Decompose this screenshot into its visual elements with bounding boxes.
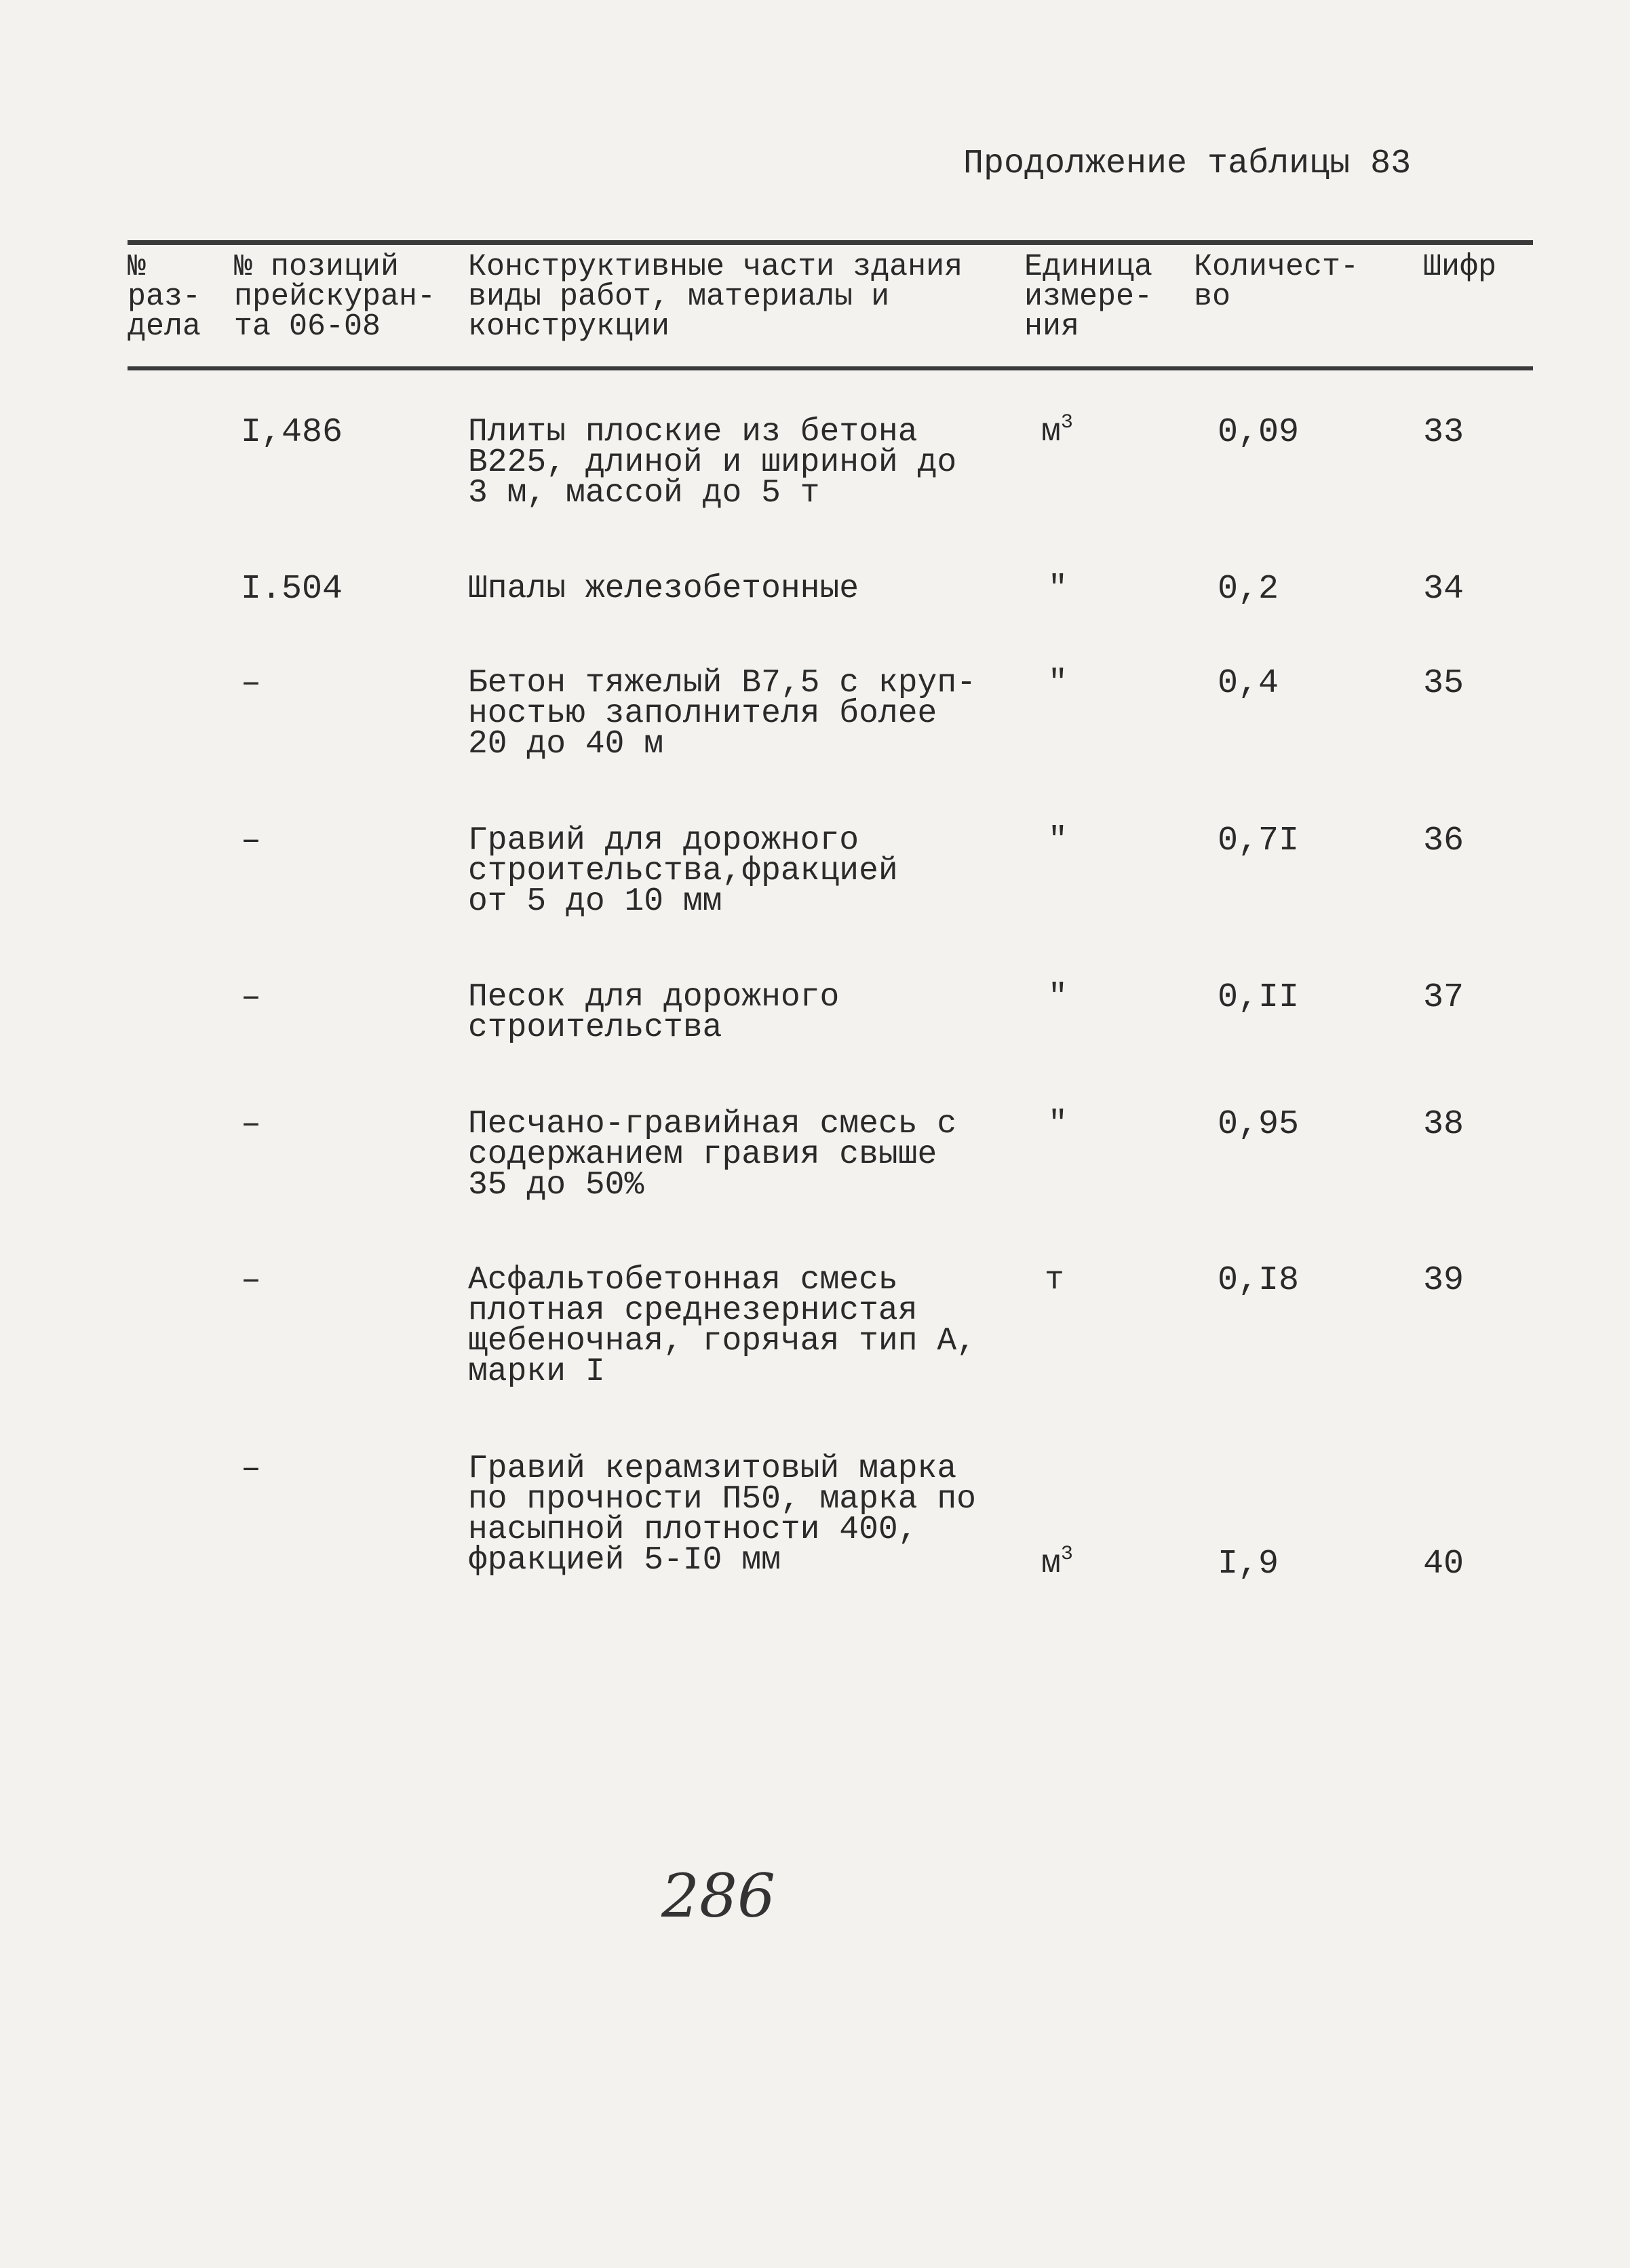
- row-7-quantity: 0,I8: [1218, 1261, 1300, 1300]
- header-code: Шифр: [1423, 250, 1497, 284]
- row-7-code: 39: [1423, 1261, 1464, 1300]
- row-7-description: Асфальтобетонная смесь плотная среднезернистая щебеночная, горячая тип А, марки I: [468, 1262, 976, 1390]
- row-5-description: Песок для дорожного строительства: [468, 979, 840, 1046]
- row-5-position: –: [241, 978, 262, 1017]
- row-4-position: –: [241, 822, 262, 860]
- row-2-code: 34: [1423, 570, 1464, 609]
- header-unit: Единица измере- ния: [1024, 250, 1153, 344]
- header-position: № позиций прейскуран- та 06-08: [234, 250, 436, 344]
- row-5-code: 37: [1423, 978, 1464, 1017]
- row-1-unit: $м^3$: [1041, 411, 1073, 450]
- row-1-quantity: 0,09: [1218, 413, 1300, 452]
- row-4-description: Гравий для дорожного строительства,фракцией от 5 до 10 мм: [468, 822, 898, 920]
- row-6-code: 38: [1423, 1105, 1464, 1144]
- row-3-description: Бетон тяжелый В7,5 с круп- ностью заполнителя более 20 до 40 м: [468, 665, 976, 763]
- page-number: 286: [661, 1861, 775, 1931]
- row-4-code: 36: [1423, 822, 1464, 860]
- row-5-quantity: 0,II: [1218, 978, 1300, 1017]
- table-top-rule: [128, 240, 1533, 245]
- row-8-quantity: I,9: [1218, 1545, 1279, 1583]
- table-caption: Продолжение таблицы 83: [963, 145, 1412, 183]
- row-5-unit: ": [1048, 979, 1068, 1016]
- row-7-unit: т: [1045, 1262, 1064, 1299]
- row-8-code: 40: [1423, 1545, 1464, 1583]
- row-1-position: I,486: [241, 413, 343, 452]
- header-quantity: Количест- во: [1194, 250, 1359, 314]
- row-3-quantity: 0,4: [1218, 664, 1279, 703]
- row-2-description: Шпалы железобетонные: [468, 571, 859, 607]
- header-description: Конструктивные части здания виды работ, материалы и конструкции: [468, 250, 963, 344]
- row-2-quantity: 0,2: [1218, 570, 1279, 609]
- row-6-position: –: [241, 1105, 262, 1144]
- row-8-description: Гравий керамзитовый марка по прочности П50, марка по насыпной плотности 400, фракцией 5-I0 мм: [468, 1450, 976, 1579]
- row-3-code: 35: [1423, 664, 1464, 703]
- table-header-rule: [128, 366, 1533, 370]
- row-8-position: –: [241, 1450, 262, 1488]
- row-1-description: Плиты плоские из бетона В225, длиной и шириной до 3 м, массой до 5 т: [468, 414, 957, 512]
- header-section: № раз- дела: [128, 250, 201, 344]
- row-1-code: 33: [1423, 413, 1464, 452]
- row-6-unit: ": [1048, 1106, 1068, 1142]
- row-2-position: I.504: [241, 570, 343, 609]
- row-4-unit: ": [1048, 822, 1068, 859]
- row-8-unit: $м^3$: [1041, 1543, 1073, 1582]
- row-6-quantity: 0,95: [1218, 1105, 1300, 1144]
- row-2-unit: ": [1048, 571, 1068, 607]
- row-7-position: –: [241, 1261, 262, 1300]
- row-4-quantity: 0,7I: [1218, 822, 1300, 860]
- row-6-description: Песчано-гравийная смесь с содержанием гравия свыше 35 до 50%: [468, 1106, 957, 1204]
- row-3-position: –: [241, 664, 262, 703]
- row-3-unit: ": [1048, 665, 1068, 701]
